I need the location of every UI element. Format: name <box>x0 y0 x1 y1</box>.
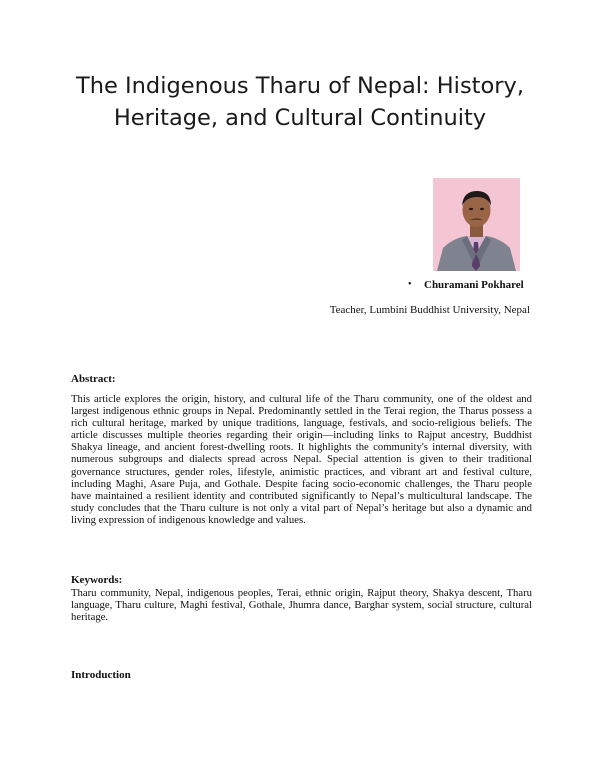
author-bullet: • <box>408 279 412 290</box>
author-name: Churamani Pokharel <box>424 279 524 291</box>
author-photo <box>433 178 520 271</box>
author-affiliation: Teacher, Lumbini Buddhist University, Nepal <box>329 304 530 316</box>
paper-title <box>60 70 540 134</box>
introduction-heading: Introduction <box>71 669 131 681</box>
abstract-heading: Abstract: <box>71 373 116 385</box>
keywords-text: Tharu community, Nepal, indigenous peoples, Terai, ethnic origin, Rajput theory, Shakya descent, Tharu language, Tharu culture, Maghi festival, Gothale, Jhumra dance, Barghar system, social structure, cultural heritage. <box>71 587 532 624</box>
abstract-text: This article explores the origin, history, and cultural life of the Tharu community, one of the oldest and largest indigenous ethnic groups in Nepal. Predominantly settled in the Terai region, the Tharus possess a rich cultural heritage, marked by unique traditions, language, festivals, and socio-religious beliefs. The article discusses multiple theories regarding their origin—including links to Rajput ancestry, Buddhist Shakya lineage, and ancient forest-dwelling roots. It highlights the community's internal diversity, with numerous subgroups and dialects spread across Nepal. Special attention is given to their traditional governance structures, gender roles, lifestyle, animistic practices, and vibrant art and festival culture, including Maghi, Asare Puja, and Gothale. Despite facing socio-economic challenges, the Tharu people have maintained a resilient identity and contributed significantly to Nepal’s multicultural landscape. The study concludes that the Tharu culture is not only a vital part of Nepal’s heritage but also a dynamic and living expression of indigenous knowledge and values. <box>71 393 532 526</box>
title-line-2: Heritage, and Cultural Continuity <box>113 105 487 131</box>
keywords-heading: Keywords: <box>71 574 123 586</box>
author-line <box>408 277 540 293</box>
title-line-1: The Indigenous Tharu of Nepal: History, <box>76 73 524 99</box>
